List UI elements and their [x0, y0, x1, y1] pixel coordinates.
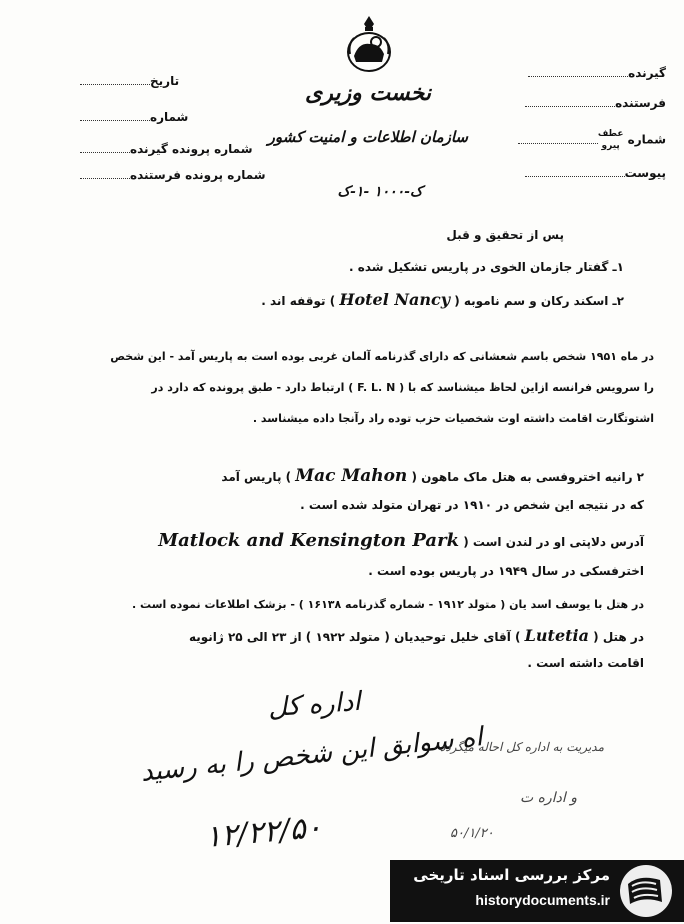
body-para1-line2: را سرویس فرانسه ازاین لحاظ میشناسد که با ( F. L. N ) ارتباط دارد - طبق پرونده که دارد در — [151, 381, 654, 394]
book-scroll-logo-icon — [616, 862, 676, 920]
field-receiver-file-label: شماره پرونده گیرنده — [130, 142, 253, 156]
body-para2-line2: که در نتیجه این شخص در ۱۹۱۰ در تهران متولد شده است . — [300, 498, 644, 512]
footer-website: historydocuments.ir — [475, 892, 610, 908]
body-para1-line3: اشتوتگارت اقامت داشته اوت شخصیات حزب توده راد رآنجا داده میشناسد . — [252, 412, 654, 425]
body-intro: پس از تحقیق و قبل — [446, 228, 564, 242]
footer-org-name: مرکز بررسی اسناد تاریخی — [413, 866, 610, 884]
body-para2-line6-before: در هتل ( — [593, 630, 644, 644]
body-para1-line1: در ماه ۱۹۵۱ شخص باسم شعشانی که دارای گذرنامه آلمان غربی بوده است به پاریس آمد - این شخص — [110, 350, 654, 363]
handwritten-note-records: اه سوابق این شخص را به رسید — [139, 722, 484, 788]
field-number-follow: پیرو — [601, 141, 620, 151]
body-item-2 — [261, 290, 624, 309]
reference-code: ک-۱۰۰۰ -۱-ک — [337, 184, 423, 200]
handwritten-note-department: اداره کل — [267, 686, 362, 724]
body-item-2-before: ۲ـ اسکند رکان و سم ناموبه ( — [454, 294, 624, 308]
body-para2-handwritten-hotel: Mac Mahon — [295, 466, 408, 486]
field-left-number — [80, 110, 188, 124]
body-item-1 — [349, 260, 624, 274]
body-para2-handwritten-address: Matlock and Kensington Park — [158, 530, 460, 551]
field-receiver — [528, 66, 666, 80]
field-attachment — [525, 166, 666, 180]
body-para2-line1 — [221, 466, 644, 486]
body-item-2-after: ) توقفه اند . — [261, 294, 336, 308]
body-para2-line5: در هتل با یوسف اسد یان ( متولد ۱۹۱۲ - شماره گذرنامه ۱۶۱۳۸ ) - بزشک اطلاعات نموده است . — [132, 598, 644, 611]
field-receiver-label: گیرنده — [628, 66, 666, 80]
body-para2-line3 — [158, 530, 644, 551]
body-para2-line6 — [189, 626, 644, 645]
handwritten-note-right-date: ۵۰/۱/۲۰ — [450, 826, 494, 841]
body-item-1-text: ۱ـ گفتار جازمان الخوی در پاریس تشکیل شده . — [349, 260, 624, 274]
field-left-number-label: شماره — [150, 110, 189, 124]
field-date — [80, 74, 179, 88]
body-para2-line4: اخترفسکی در سال ۱۹۴۹ در پاریس بوده است . — [368, 564, 644, 578]
body-para2-line1-before: ۲ رانیه اختروفسی به هتل ماک ماهون ( — [411, 470, 644, 484]
body-item-2-handwritten: Hotel Nancy — [339, 290, 451, 309]
handwritten-note-right-1: مدیریت به اداره کل احاله میگردد — [440, 740, 605, 754]
body-para2-line6-after: ) آقای خلیل توحیدیان ( متولد ۱۹۲۲ ) از ۲۳ الی ۲۵ ژانویه — [188, 630, 521, 644]
lion-and-sun-emblem — [344, 14, 394, 74]
field-sender-file — [80, 168, 266, 182]
field-date-label: تاریخ — [150, 74, 180, 88]
footer-watermark — [0, 852, 684, 922]
handwritten-note-right-2: و اداره ت — [520, 790, 577, 806]
field-number — [518, 128, 666, 152]
field-sender-label: فرستنده — [615, 96, 666, 110]
field-attachment-label: پیوست — [624, 166, 666, 180]
field-receiver-file — [80, 142, 253, 156]
organization-name: سازمان اطلاعات و امنیت کشور — [267, 128, 468, 146]
body-para2-line1-after: ) پاریس آمد — [221, 470, 292, 484]
field-sender-file-label: شماره پرونده فرستنده — [130, 168, 266, 182]
page-title: نخست وزیری — [305, 80, 431, 106]
handwritten-note-date: ۱۲/۲۲/۵۰ — [203, 809, 324, 856]
body-para2-handwritten-lutetia: Lutetia — [524, 626, 589, 645]
field-number-ref: عطف — [597, 129, 624, 139]
field-number-label: شماره — [627, 132, 666, 147]
body-para2-line3-text: آدرس دلاپتی او در لندن است ( — [463, 535, 644, 549]
field-sender — [525, 96, 666, 110]
body-para2-line7: اقامت داشته است . — [527, 656, 644, 670]
